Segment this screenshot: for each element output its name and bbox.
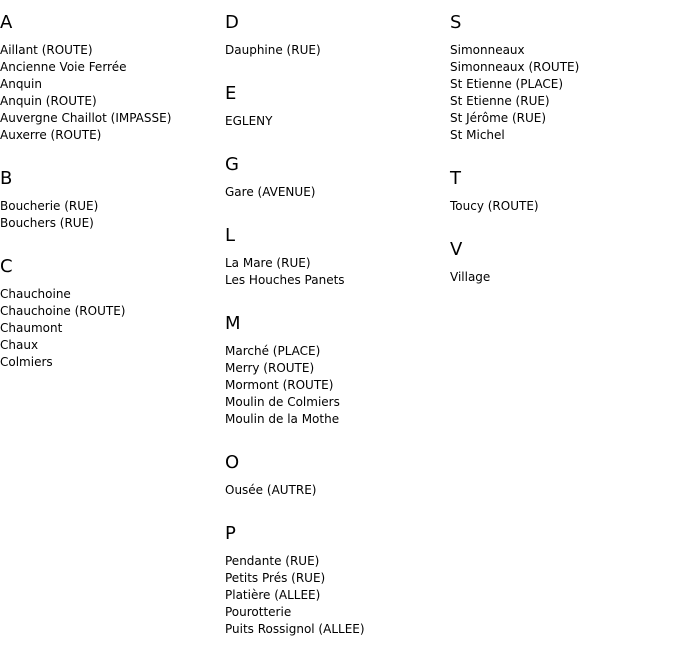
letter-heading: M xyxy=(225,313,241,334)
street-link[interactable]: St Etienne (PLACE) xyxy=(450,77,564,91)
street-link[interactable]: Moulin de Colmiers xyxy=(225,395,340,409)
street-link[interactable]: St Jérôme (RUE) xyxy=(450,111,547,125)
street-link[interactable]: La Mare (RUE) xyxy=(225,256,311,270)
letter-heading: P xyxy=(225,523,236,544)
letter-heading: V xyxy=(450,239,463,260)
street-list xyxy=(225,482,445,499)
street-link[interactable]: Anquin xyxy=(0,77,42,91)
street-link[interactable]: Auvergne Chaillot (IMPASSE) xyxy=(0,111,172,125)
street-list xyxy=(0,42,220,144)
street-list xyxy=(225,113,445,130)
street-link[interactable]: Pendante (RUE) xyxy=(225,554,320,568)
street-link[interactable]: Platière (ALLEE) xyxy=(225,588,321,602)
street-link[interactable]: Gare (AVENUE) xyxy=(225,185,316,199)
street-link[interactable]: Chaumont xyxy=(0,321,63,335)
street-link[interactable]: Toucy (ROUTE) xyxy=(450,199,539,213)
street-link[interactable]: St Michel xyxy=(450,128,505,142)
letter-group xyxy=(225,12,445,59)
street-link[interactable]: Simonneaux xyxy=(450,43,525,57)
letter-group xyxy=(0,168,220,232)
street-link[interactable]: Chauchoine (ROUTE) xyxy=(0,304,126,318)
street-link[interactable]: Boucherie (RUE) xyxy=(0,199,99,213)
street-link[interactable]: St Etienne (RUE) xyxy=(450,94,550,108)
street-link[interactable]: Aillant (ROUTE) xyxy=(0,43,93,57)
street-link[interactable]: Dauphine (RUE) xyxy=(225,43,321,57)
letter-heading: E xyxy=(225,83,237,104)
street-link[interactable]: Moulin de la Mothe xyxy=(225,412,340,426)
street-link[interactable]: Pourotterie xyxy=(225,605,292,619)
index-column-3 xyxy=(450,12,670,310)
street-link[interactable]: Bouchers (RUE) xyxy=(0,216,94,230)
letter-heading: S xyxy=(450,12,462,33)
street-list xyxy=(0,286,220,371)
letter-group xyxy=(225,154,445,201)
street-list xyxy=(450,198,670,215)
street-link[interactable]: Ousée (AUTRE) xyxy=(225,483,317,497)
letter-heading: T xyxy=(450,168,461,189)
street-link[interactable]: Auxerre (ROUTE) xyxy=(0,128,102,142)
street-list xyxy=(225,343,445,428)
street-link[interactable]: Marché (PLACE) xyxy=(225,344,321,358)
street-list xyxy=(225,255,445,289)
street-list xyxy=(225,553,445,638)
letter-group xyxy=(225,313,445,428)
letter-heading: G xyxy=(225,154,239,175)
letter-group xyxy=(225,225,445,289)
letter-group xyxy=(225,452,445,499)
street-link[interactable]: Chaux xyxy=(0,338,39,352)
letter-heading: A xyxy=(0,12,13,33)
index-column-1 xyxy=(0,12,220,395)
street-list xyxy=(0,198,220,232)
letter-heading: L xyxy=(225,225,236,246)
letter-group xyxy=(0,12,220,144)
letter-group xyxy=(0,256,220,371)
street-link[interactable]: Chauchoine xyxy=(0,287,71,301)
letter-heading: C xyxy=(0,256,13,277)
letter-group xyxy=(225,523,445,638)
letter-heading: D xyxy=(225,12,239,33)
letter-group xyxy=(450,168,670,215)
letter-group xyxy=(450,239,670,286)
street-list xyxy=(450,42,670,144)
street-link[interactable]: Ancienne Voie Ferrée xyxy=(0,60,127,74)
street-link[interactable]: EGLENY xyxy=(225,114,273,128)
street-link[interactable]: Village xyxy=(450,270,491,284)
street-list xyxy=(225,184,445,201)
index-column-2 xyxy=(225,12,445,662)
letter-group xyxy=(225,83,445,130)
street-list xyxy=(225,42,445,59)
street-link[interactable]: Mormont (ROUTE) xyxy=(225,378,334,392)
street-link[interactable]: Petits Prés (RUE) xyxy=(225,571,326,585)
street-link[interactable]: Simonneaux (ROUTE) xyxy=(450,60,580,74)
street-link[interactable]: Merry (ROUTE) xyxy=(225,361,315,375)
letter-group xyxy=(450,12,670,144)
street-link[interactable]: Anquin (ROUTE) xyxy=(0,94,97,108)
street-list xyxy=(450,269,670,286)
street-link[interactable]: Les Houches Panets xyxy=(225,273,345,287)
street-link[interactable]: Colmiers xyxy=(0,355,53,369)
letter-heading: B xyxy=(0,168,13,189)
letter-heading: O xyxy=(225,452,240,473)
street-link[interactable]: Puits Rossignol (ALLEE) xyxy=(225,622,365,636)
